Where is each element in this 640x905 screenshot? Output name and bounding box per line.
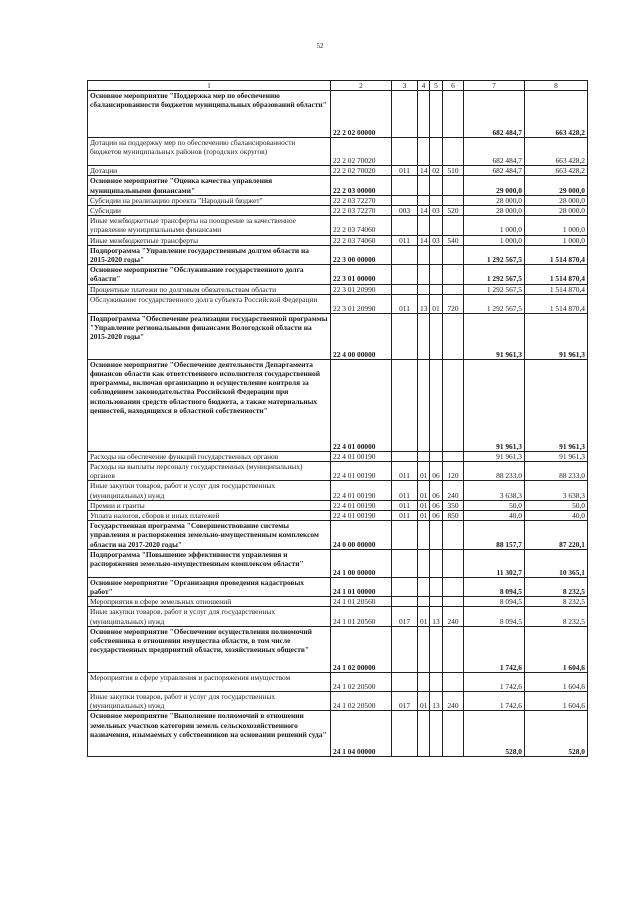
item-name-cell: Иные закупки товаров, работ и услуг для государственных (муниципальных) нужд	[88, 691, 331, 710]
amount-year2-cell: 40,0	[525, 511, 588, 521]
section-cell	[418, 138, 430, 166]
amount-year2-cell: 91 961,3	[525, 359, 588, 451]
table-body	[88, 81, 588, 757]
amount-year1-cell: 1 000,0	[464, 235, 525, 245]
amount-year2-cell: 1 514 870,4	[525, 294, 588, 313]
section-cell	[418, 577, 430, 596]
section-cell: 01	[418, 691, 430, 710]
amount-year1-cell: 91 961,3	[464, 359, 525, 451]
amount-year1-cell: 1 742,6	[464, 626, 525, 672]
amount-year2-cell: 8 232,5	[525, 607, 588, 626]
section-cell	[418, 626, 430, 672]
expense-type-cell	[443, 577, 464, 596]
table-row	[88, 607, 588, 626]
section-cell	[418, 176, 430, 195]
table-row	[88, 577, 588, 596]
ministry-code-cell	[392, 313, 418, 359]
table-row	[88, 265, 588, 284]
section-cell	[418, 91, 430, 138]
section-cell	[418, 216, 430, 235]
section-cell: 01	[418, 607, 430, 626]
item-name-cell: Иные закупки товаров, работ и услуг для государственных (муниципальных) нужд	[88, 607, 331, 626]
section-cell: 01	[418, 511, 430, 521]
target-article-cell: 22 2 03 00000	[331, 176, 392, 195]
item-name-cell: Иные межбюджетные трансферты на поощрение за качественное управление муниципальными финансами	[88, 216, 331, 235]
target-article-cell: 22 4 01 00190	[331, 451, 392, 461]
subsection-cell	[430, 451, 443, 461]
item-name-cell: Основное мероприятие "Организация проведения кадастровых работ"	[88, 577, 331, 596]
amount-year1-cell: 88 157,7	[464, 521, 525, 550]
table-row	[88, 313, 588, 359]
amount-year2-cell: 50,0	[525, 500, 588, 510]
ministry-code-cell	[392, 521, 418, 550]
amount-year1-cell: 11 302,7	[464, 549, 525, 577]
expense-type-cell	[443, 521, 464, 550]
ministry-code-cell	[392, 195, 418, 205]
ministry-code-cell: 011	[392, 462, 418, 481]
section-cell: 01	[418, 481, 430, 500]
expense-type-cell	[443, 195, 464, 205]
item-name-cell: Подпрограмма "Повышение эффективности управления и распоряжения земельно-имущественным комплексом области"	[88, 549, 331, 577]
amount-year2-cell: 91 961,3	[525, 451, 588, 461]
target-article-cell: 24 1 02 20500	[331, 691, 392, 710]
subsection-cell	[430, 195, 443, 205]
header-cell: 5	[430, 81, 443, 91]
amount-year1-cell: 8 094,5	[464, 577, 525, 596]
target-article-cell: 24 0 00 00000	[331, 521, 392, 550]
expense-type-cell: 240	[443, 691, 464, 710]
expense-type-cell	[443, 91, 464, 138]
target-article-cell: 24 1 01 00000	[331, 577, 392, 596]
target-article-cell: 24 1 02 00000	[331, 626, 392, 672]
amount-year1-cell: 1 292 567,5	[464, 284, 525, 294]
section-cell	[418, 265, 430, 284]
amount-year2-cell: 1 514 870,4	[525, 245, 588, 264]
ministry-code-cell: 011	[392, 511, 418, 521]
expense-type-cell	[443, 245, 464, 264]
expense-type-cell	[443, 597, 464, 607]
expense-type-cell	[443, 359, 464, 451]
table-row	[88, 549, 588, 577]
item-name-cell: Основное мероприятие "Обеспечение осуществления полномочий собственника в отношении имущества области, в том числе государственных предприятий области, хозяйственных обществ"	[88, 626, 331, 672]
section-cell	[418, 672, 430, 691]
amount-year2-cell: 528,0	[525, 711, 588, 757]
header-cell: 7	[464, 81, 525, 91]
table-row	[88, 462, 588, 481]
subsection-cell: 02	[430, 166, 443, 176]
ministry-code-cell: 011	[392, 294, 418, 313]
subsection-cell: 06	[430, 500, 443, 510]
item-name-cell: Основное мероприятие "Поддержка мер по обеспечению сбалансированности бюджетов муниципальных образований области"	[88, 91, 331, 138]
table-row	[88, 235, 588, 245]
subsection-cell	[430, 313, 443, 359]
subsection-cell	[430, 284, 443, 294]
ministry-code-cell: 003	[392, 206, 418, 216]
ministry-code-cell	[392, 91, 418, 138]
ministry-code-cell	[392, 245, 418, 264]
section-cell	[418, 245, 430, 264]
target-article-cell: 22 3 01 00000	[331, 265, 392, 284]
ministry-code-cell	[392, 626, 418, 672]
ministry-code-cell: 011	[392, 481, 418, 500]
section-cell	[418, 195, 430, 205]
expense-type-cell	[443, 313, 464, 359]
amount-year2-cell: 8 232,5	[525, 577, 588, 596]
table-row	[88, 672, 588, 691]
page-number: 52	[316, 42, 324, 50]
expense-type-cell	[443, 626, 464, 672]
budget-table	[87, 80, 588, 757]
table-row	[88, 511, 588, 521]
subsection-cell	[430, 626, 443, 672]
amount-year1-cell: 91 961,3	[464, 451, 525, 461]
item-name-cell: Премии и гранты	[88, 500, 331, 510]
expense-type-cell: 120	[443, 462, 464, 481]
subsection-cell: 13	[430, 691, 443, 710]
target-article-cell: 22 2 03 74060	[331, 235, 392, 245]
item-name-cell: Дотации на поддержку мер по обеспечению сбалансированности бюджетов муниципальных районов (городских округов)	[88, 138, 331, 166]
ministry-code-cell	[392, 284, 418, 294]
amount-year1-cell: 88 233,0	[464, 462, 525, 481]
expense-type-cell	[443, 265, 464, 284]
target-article-cell: 24 1 01 20560	[331, 607, 392, 626]
subsection-cell: 03	[430, 206, 443, 216]
ministry-code-cell	[392, 359, 418, 451]
table-row	[88, 91, 588, 138]
target-article-cell: 24 1 04 00000	[331, 711, 392, 757]
amount-year1-cell: 682 484,7	[464, 166, 525, 176]
header-cell: 4	[418, 81, 430, 91]
table-row	[88, 500, 588, 510]
item-name-cell: Государственная программа "Совершенствование системы управления и распоряжения земельно-имущественным комплексом области на 2017-2020 годы"	[88, 521, 331, 550]
amount-year2-cell: 87 220,1	[525, 521, 588, 550]
target-article-cell: 22 2 03 72270	[331, 195, 392, 205]
section-cell	[418, 284, 430, 294]
expense-type-cell	[443, 216, 464, 235]
amount-year1-cell: 682 484,7	[464, 91, 525, 138]
subsection-cell	[430, 711, 443, 757]
amount-year2-cell: 1 604,6	[525, 672, 588, 691]
target-article-cell: 24 1 02 20500	[331, 672, 392, 691]
item-name-cell: Основное мероприятие "Выполнение полномочий в отношении земельных участков категории земель сельскохозяйственного назначения, изымаемых у собственников на основании решений суда"	[88, 711, 331, 757]
amount-year2-cell: 663 428,2	[525, 91, 588, 138]
table-row	[88, 626, 588, 672]
item-name-cell: Иные межбюджетные трансферты	[88, 235, 331, 245]
section-cell	[418, 451, 430, 461]
subsection-cell	[430, 672, 443, 691]
target-article-cell: 22 2 02 70020	[331, 166, 392, 176]
amount-year2-cell: 88 233,0	[525, 462, 588, 481]
subsection-cell	[430, 245, 443, 264]
amount-year1-cell: 528,0	[464, 711, 525, 757]
ministry-code-cell: 011	[392, 500, 418, 510]
subsection-cell: 06	[430, 481, 443, 500]
amount-year1-cell: 28 000,0	[464, 206, 525, 216]
subsection-cell	[430, 138, 443, 166]
target-article-cell: 22 4 00 00000	[331, 313, 392, 359]
table-row	[88, 711, 588, 757]
ministry-code-cell	[392, 711, 418, 757]
expense-type-cell	[443, 176, 464, 195]
table-row	[88, 176, 588, 195]
table-row	[88, 294, 588, 313]
header-cell: 3	[392, 81, 418, 91]
header-cell: 1	[88, 81, 331, 91]
item-name-cell: Иные закупки товаров, работ и услуг для государственных (муниципальных) нужд	[88, 481, 331, 500]
amount-year2-cell: 1 514 870,4	[525, 284, 588, 294]
header-cell: 8	[525, 81, 588, 91]
expense-type-cell	[443, 284, 464, 294]
table-row	[88, 195, 588, 205]
amount-year1-cell: 8 094,5	[464, 607, 525, 626]
section-cell	[418, 313, 430, 359]
amount-year2-cell: 8 232,5	[525, 597, 588, 607]
target-article-cell: 22 3 00 00000	[331, 245, 392, 264]
expense-type-cell: 540	[443, 235, 464, 245]
ministry-code-cell	[392, 577, 418, 596]
amount-year2-cell: 1 514 870,4	[525, 265, 588, 284]
amount-year2-cell: 28 000,0	[525, 195, 588, 205]
target-article-cell: 22 3 01 20990	[331, 284, 392, 294]
amount-year1-cell: 1 742,6	[464, 672, 525, 691]
ministry-code-cell	[392, 138, 418, 166]
expense-type-cell: 240	[443, 481, 464, 500]
amount-year2-cell: 91 961,3	[525, 313, 588, 359]
table-row	[88, 451, 588, 461]
item-name-cell: Расходы на обеспечение функций государственных органов	[88, 451, 331, 461]
amount-year1-cell: 1 292 567,5	[464, 294, 525, 313]
section-cell	[418, 711, 430, 757]
target-article-cell: 22 4 01 00190	[331, 481, 392, 500]
subsection-cell	[430, 549, 443, 577]
header-cell: 6	[443, 81, 464, 91]
amount-year1-cell: 50,0	[464, 500, 525, 510]
ministry-code-cell	[392, 176, 418, 195]
item-name-cell: Процентные платежи по долговым обязательствам области	[88, 284, 331, 294]
ministry-code-cell: 011	[392, 235, 418, 245]
ministry-code-cell	[392, 216, 418, 235]
expense-type-cell	[443, 711, 464, 757]
amount-year1-cell: 91 961,3	[464, 313, 525, 359]
amount-year2-cell: 663 428,2	[525, 138, 588, 166]
subsection-cell: 03	[430, 235, 443, 245]
amount-year1-cell: 1 742,6	[464, 691, 525, 710]
expense-type-cell: 520	[443, 206, 464, 216]
target-article-cell: 22 4 01 00190	[331, 462, 392, 481]
section-cell: 13	[418, 294, 430, 313]
subsection-cell	[430, 359, 443, 451]
subsection-cell	[430, 265, 443, 284]
item-name-cell: Основное мероприятие "Обслуживание государственного долга области"	[88, 265, 331, 284]
target-article-cell: 22 4 01 00000	[331, 359, 392, 451]
amount-year2-cell: 663 428,2	[525, 166, 588, 176]
subsection-cell	[430, 176, 443, 195]
section-cell: 14	[418, 235, 430, 245]
table-row	[88, 284, 588, 294]
amount-year2-cell: 10 365,1	[525, 549, 588, 577]
table-row	[88, 597, 588, 607]
item-name-cell: Основное мероприятие "Обеспечение деятельности Департамента финансов области как ответственного исполнителя государственной программы, включая организацию и осуществление контроля за соблюдением законодательства Российской Федерации при использовании средств областного бюджета, а также материальных ценностей, находящихся в областной собственности"	[88, 359, 331, 451]
table-row	[88, 166, 588, 176]
expense-type-cell	[443, 672, 464, 691]
expense-type-cell: 510	[443, 166, 464, 176]
section-cell	[418, 549, 430, 577]
ministry-code-cell	[392, 265, 418, 284]
table-row	[88, 481, 588, 500]
amount-year1-cell: 1 292 567,5	[464, 265, 525, 284]
item-name-cell: Субсидии	[88, 206, 331, 216]
item-name-cell: Расходы на выплаты персоналу государственных (муниципальных) органов	[88, 462, 331, 481]
amount-year1-cell: 29 000,0	[464, 176, 525, 195]
header-cell: 2	[331, 81, 392, 91]
item-name-cell: Основное мероприятие "Оценка качества управления муниципальными финансами"	[88, 176, 331, 195]
subsection-cell	[430, 521, 443, 550]
subsection-cell: 06	[430, 462, 443, 481]
section-cell	[418, 359, 430, 451]
item-name-cell: Мероприятия в сфере земельных отношений	[88, 597, 331, 607]
ministry-code-cell	[392, 451, 418, 461]
table-row	[88, 138, 588, 166]
target-article-cell: 24 1 00 00000	[331, 549, 392, 577]
subsection-cell	[430, 216, 443, 235]
table-row	[88, 216, 588, 235]
target-article-cell: 22 4 01 00190	[331, 500, 392, 510]
ministry-code-cell	[392, 549, 418, 577]
section-cell: 14	[418, 206, 430, 216]
ministry-code-cell: 017	[392, 691, 418, 710]
expense-type-cell	[443, 138, 464, 166]
ministry-code-cell	[392, 597, 418, 607]
table-row	[88, 245, 588, 264]
target-article-cell: 22 2 02 70020	[331, 138, 392, 166]
expense-type-cell	[443, 549, 464, 577]
amount-year1-cell: 40,0	[464, 511, 525, 521]
item-name-cell: Мероприятия в сфере управления и распоряжения имуществом	[88, 672, 331, 691]
subsection-cell	[430, 91, 443, 138]
table-row	[88, 521, 588, 550]
amount-year2-cell: 1 604,6	[525, 691, 588, 710]
subsection-cell	[430, 597, 443, 607]
ministry-code-cell	[392, 672, 418, 691]
item-name-cell: Дотации	[88, 166, 331, 176]
section-cell: 01	[418, 462, 430, 481]
expense-type-cell: 240	[443, 607, 464, 626]
expense-type-cell: 350	[443, 500, 464, 510]
table-row	[88, 691, 588, 710]
amount-year2-cell: 28 000,0	[525, 206, 588, 216]
subsection-cell	[430, 577, 443, 596]
expense-type-cell	[443, 451, 464, 461]
table-row	[88, 206, 588, 216]
expense-type-cell: 720	[443, 294, 464, 313]
section-cell: 14	[418, 166, 430, 176]
item-name-cell: Подпрограмма "Обеспечение реализации государственной программы "Управление региональными финансами Вологодской области на 2015-2020 годы"	[88, 313, 331, 359]
target-article-cell: 22 4 01 00190	[331, 511, 392, 521]
item-name-cell: Обслуживание государственного долга субъекта Российской Федерации	[88, 294, 331, 313]
amount-year2-cell: 1 000,0	[525, 235, 588, 245]
target-article-cell: 22 2 03 72270	[331, 206, 392, 216]
subsection-cell: 01	[430, 294, 443, 313]
section-cell	[418, 521, 430, 550]
amount-year1-cell: 1 000,0	[464, 216, 525, 235]
amount-year1-cell: 8 094,5	[464, 597, 525, 607]
target-article-cell: 22 3 01 20990	[331, 294, 392, 313]
item-name-cell: Уплата налогов, сборов и иных платежей	[88, 511, 331, 521]
subsection-cell: 06	[430, 511, 443, 521]
ministry-code-cell: 017	[392, 607, 418, 626]
amount-year1-cell: 28 000,0	[464, 195, 525, 205]
expense-type-cell: 850	[443, 511, 464, 521]
target-article-cell: 22 2 03 74060	[331, 216, 392, 235]
amount-year2-cell: 3 638,3	[525, 481, 588, 500]
amount-year1-cell: 1 292 567,5	[464, 245, 525, 264]
section-cell: 01	[418, 500, 430, 510]
amount-year1-cell: 3 638,3	[464, 481, 525, 500]
item-name-cell: Подпрограмма "Управление государственным долгом области на 2015-2020 годы"	[88, 245, 331, 264]
target-article-cell: 24 1 01 20560	[331, 597, 392, 607]
table-row	[88, 359, 588, 451]
subsection-cell: 13	[430, 607, 443, 626]
amount-year2-cell: 1 604,6	[525, 626, 588, 672]
section-cell	[418, 597, 430, 607]
item-name-cell: Субсидии на реализацию проекта "Народный бюджет"	[88, 195, 331, 205]
ministry-code-cell: 011	[392, 166, 418, 176]
table-header-row	[88, 81, 588, 91]
target-article-cell: 22 2 02 00000	[331, 91, 392, 138]
amount-year1-cell: 682 484,7	[464, 138, 525, 166]
amount-year2-cell: 1 000,0	[525, 216, 588, 235]
amount-year2-cell: 29 000,0	[525, 176, 588, 195]
